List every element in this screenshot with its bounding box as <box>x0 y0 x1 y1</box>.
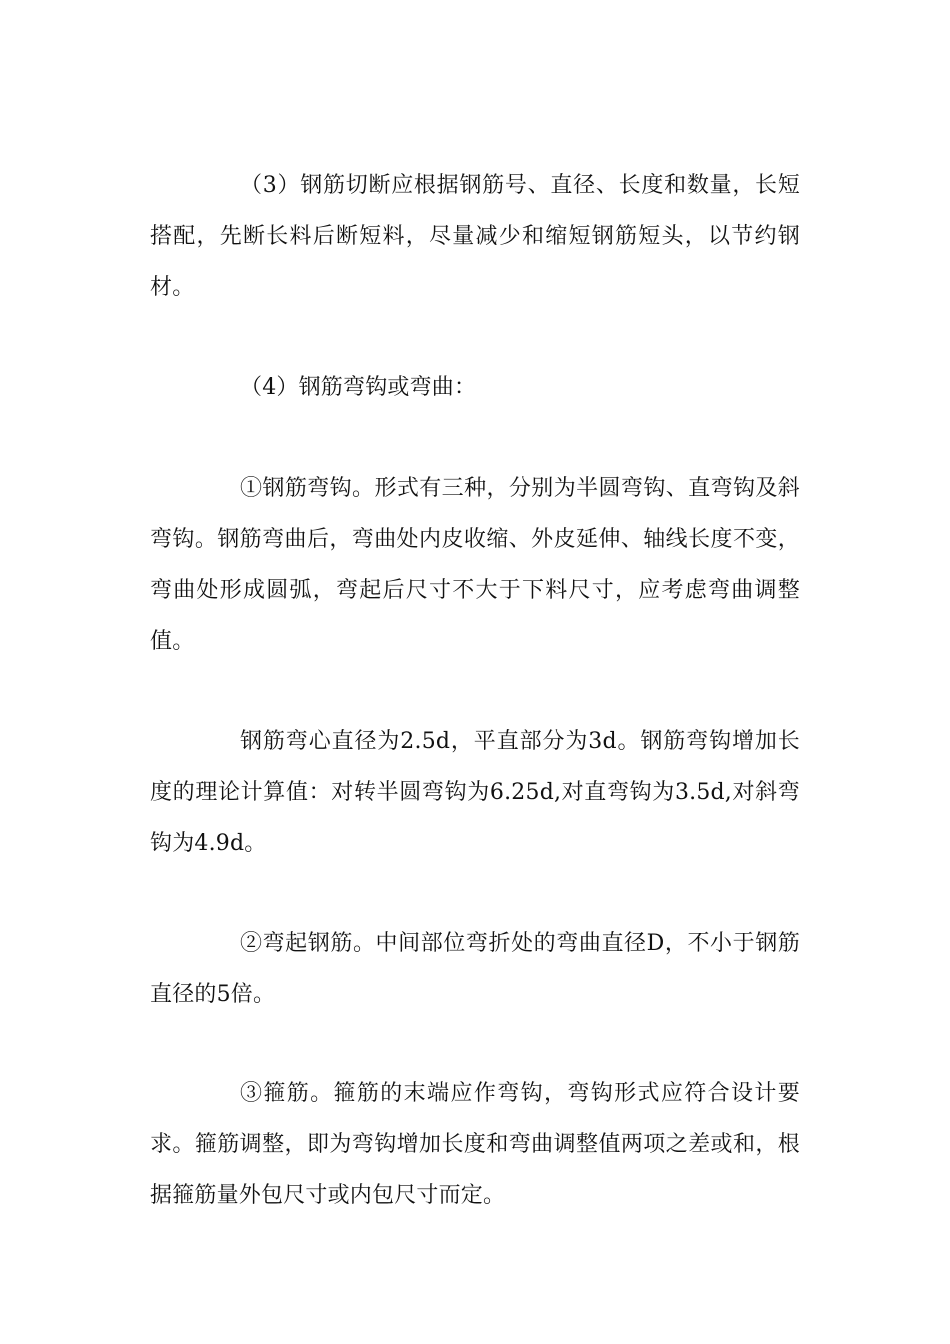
paragraph-rebar-cutting: （3）钢筋切断应根据钢筋号、直径、长度和数量，长短搭配，先断长料后断短料，尽量减少和缩短钢筋短头，以节约钢材。 <box>150 173 800 300</box>
paragraph-stirrup: ③箍筋。箍筋的末端应作弯钩，弯钩形式应符合设计要求。箍筋调整，即为弯钩增加长度和弯曲调整值两项之差或和，根据箍筋量外包尺寸或内包尺寸而定。 <box>150 1081 800 1208</box>
paragraph-hook-length: 钢筋弯心直径为2.5d，平直部分为3d。钢筋弯钩增加长度的理论计算值：对转半圆弯钩为6.25d,对直弯钩为3.5d,对斜弯钩为4.9d。 <box>150 729 800 856</box>
paragraph-bent-up-rebar: ②弯起钢筋。中间部位弯折处的弯曲直径D，不小于钢筋直径的5倍。 <box>150 931 800 1007</box>
paragraph-rebar-hook: ①钢筋弯钩。形式有三种，分别为半圆弯钩、直弯钩及斜弯钩。钢筋弯曲后，弯曲处内皮收缩、外皮延伸、轴线长度不变，弯曲处形成圆弧，弯起后尺寸不大于下料尺寸，应考虑弯曲调整值。 <box>150 476 800 654</box>
paragraph-hook-bending-heading: （4）钢筋弯钩或弯曲： <box>240 375 477 400</box>
